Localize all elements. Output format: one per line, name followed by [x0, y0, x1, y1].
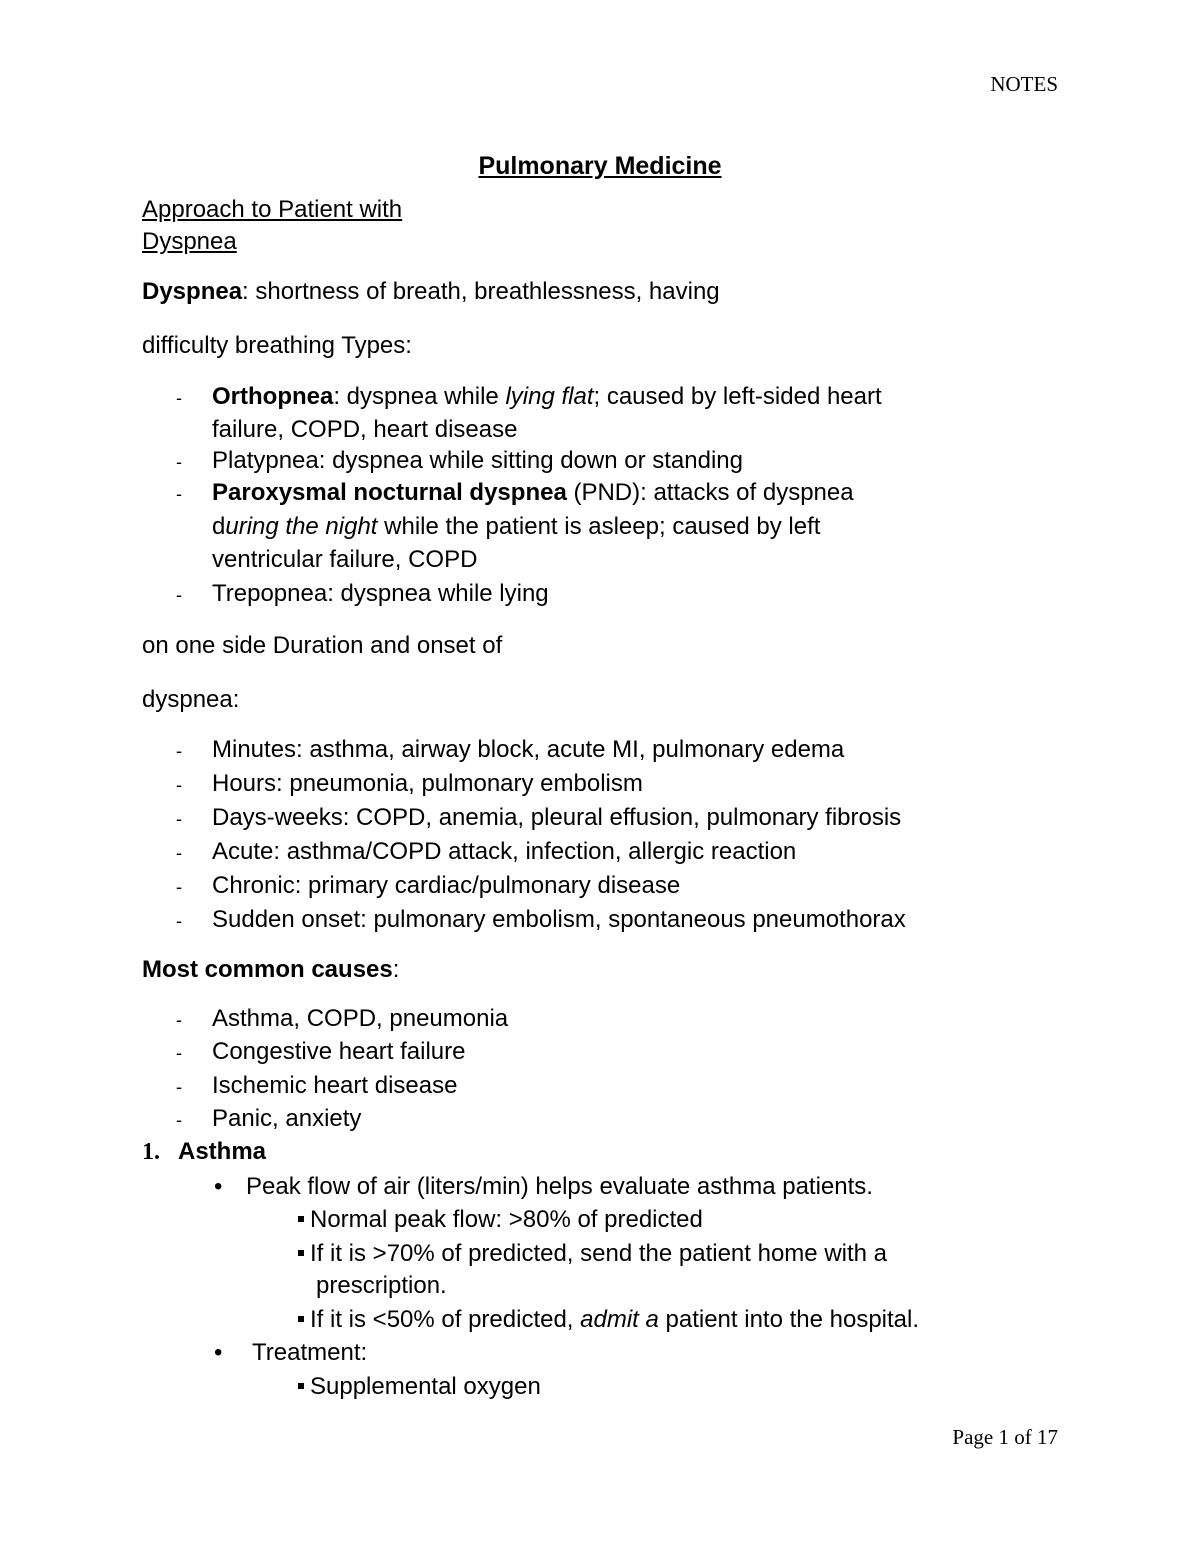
list-item — [176, 872, 680, 900]
text: If it is >70% of predicted, send the patient home with a — [310, 1240, 888, 1267]
text: Acute: asthma/COPD attack, infection, allergic reaction — [212, 838, 797, 865]
dash-marker: - — [176, 388, 182, 408]
list-item — [176, 1072, 457, 1100]
header-note: NOTES — [990, 72, 1058, 96]
list-item — [176, 906, 906, 934]
text: Days-weeks: COPD, anemia, pleural effusion, pulmonary fibrosis — [212, 804, 902, 831]
text: Asthma, COPD, pneumonia — [212, 1005, 509, 1032]
dash-marker: - — [176, 484, 182, 504]
sub-bullet-cont: prescription. — [316, 1272, 447, 1299]
paragraph-1: on one side Duration and onset of — [142, 632, 503, 659]
text: Sudden onset: pulmonary embolism, spontaneous pneumothorax — [212, 906, 906, 933]
term: Orthopnea — [212, 383, 334, 410]
definition-text: : shortness of breath, breathlessness, having — [242, 278, 720, 305]
list-item — [176, 1105, 361, 1133]
heading-colon: : — [392, 956, 400, 983]
definition-line2: difficulty breathing Types: — [142, 332, 412, 359]
text-b: ; caused by left-sided heart — [593, 383, 882, 410]
square-bullet-icon — [298, 1316, 304, 1322]
text: Platypnea: dyspnea while sitting down or standing — [212, 447, 743, 474]
cont-a: d — [212, 513, 226, 540]
dash-marker: - — [176, 775, 182, 795]
page-title: Pulmonary Medicine — [478, 152, 722, 180]
heading-text: Most common causes — [142, 956, 393, 983]
dash-marker: - — [176, 1010, 182, 1030]
dash-marker: - — [176, 809, 182, 829]
list-item-trepopnea — [176, 580, 549, 608]
sub-bullet-item — [298, 1206, 703, 1234]
section-heading-line2: Dyspnea — [142, 228, 237, 255]
italic-text: lying flat — [505, 383, 594, 410]
page-footer: Page 1 of 17 — [952, 1425, 1058, 1449]
list-item — [176, 804, 901, 832]
common-causes-heading — [142, 956, 399, 984]
text: Supplemental oxygen — [310, 1373, 541, 1400]
bullet-dot-icon: • — [214, 1173, 223, 1200]
list-item — [176, 838, 796, 866]
term: Paroxysmal nocturnal dyspnea — [212, 479, 567, 506]
text: Congestive heart failure — [212, 1038, 466, 1065]
square-bullet-icon — [298, 1383, 304, 1389]
dash-marker: - — [176, 1077, 182, 1097]
list-item-orthopnea-cont: failure, COPD, heart disease — [212, 416, 518, 443]
bullet-item — [214, 1173, 873, 1201]
dash-marker: - — [176, 911, 182, 931]
text: Chronic: primary cardiac/pulmonary disease — [212, 872, 681, 899]
text-a: : dyspnea while — [333, 383, 506, 410]
text-a: (PND): attacks of dyspnea — [566, 479, 854, 506]
list-item-orthopnea — [176, 383, 882, 411]
numbered-heading-asthma — [142, 1138, 266, 1166]
paragraph-2: dyspnea: — [142, 686, 240, 713]
italic-text: uring the night — [225, 513, 378, 540]
list-number: 1. — [142, 1139, 160, 1165]
dash-marker: - — [176, 1043, 182, 1063]
list-item-platypnea — [176, 447, 743, 475]
text: Minutes: asthma, airway block, acute MI, pulmonary edema — [212, 736, 845, 763]
list-item — [176, 1038, 465, 1066]
list-item-pnd — [176, 479, 854, 507]
sub-bullet-item — [298, 1240, 887, 1268]
dash-marker: - — [176, 1110, 182, 1130]
bullet-dot-icon: • — [214, 1339, 223, 1366]
list-item — [176, 736, 844, 764]
dash-marker: - — [176, 877, 182, 897]
text-a: If it is <50% of predicted, — [310, 1306, 581, 1333]
text: Panic, anxiety — [212, 1105, 362, 1132]
list-item-pnd-cont2: ventricular failure, COPD — [212, 546, 478, 573]
heading-text: Asthma — [178, 1138, 267, 1165]
italic-text: admit a — [580, 1306, 659, 1333]
text-b: patient into the hospital. — [658, 1306, 920, 1333]
list-item — [176, 770, 643, 798]
bullet-item — [214, 1339, 367, 1367]
definition-line — [142, 278, 720, 306]
sub-bullet-item — [298, 1373, 541, 1401]
dash-marker: - — [176, 843, 182, 863]
definition-term: Dyspnea — [142, 278, 243, 305]
sub-bullet-item — [298, 1306, 919, 1334]
text: Ischemic heart disease — [212, 1072, 458, 1099]
dash-marker: - — [176, 452, 182, 472]
square-bullet-icon — [298, 1250, 304, 1256]
text: Peak flow of air (liters/min) helps evaluate asthma patients. — [246, 1173, 873, 1200]
list-item-pnd-cont — [212, 513, 820, 541]
cont-b: while the patient is asleep; caused by left — [377, 513, 821, 540]
text: Hours: pneumonia, pulmonary embolism — [212, 770, 643, 797]
text: Trepopnea: dyspnea while lying — [212, 580, 549, 607]
text: Normal peak flow: >80% of predicted — [310, 1206, 703, 1233]
list-item — [176, 1005, 508, 1033]
dash-marker: - — [176, 585, 182, 605]
text: Treatment: — [252, 1339, 368, 1366]
dash-marker: - — [176, 741, 182, 761]
square-bullet-icon — [298, 1216, 304, 1222]
section-heading-line1: Approach to Patient with — [142, 196, 403, 223]
